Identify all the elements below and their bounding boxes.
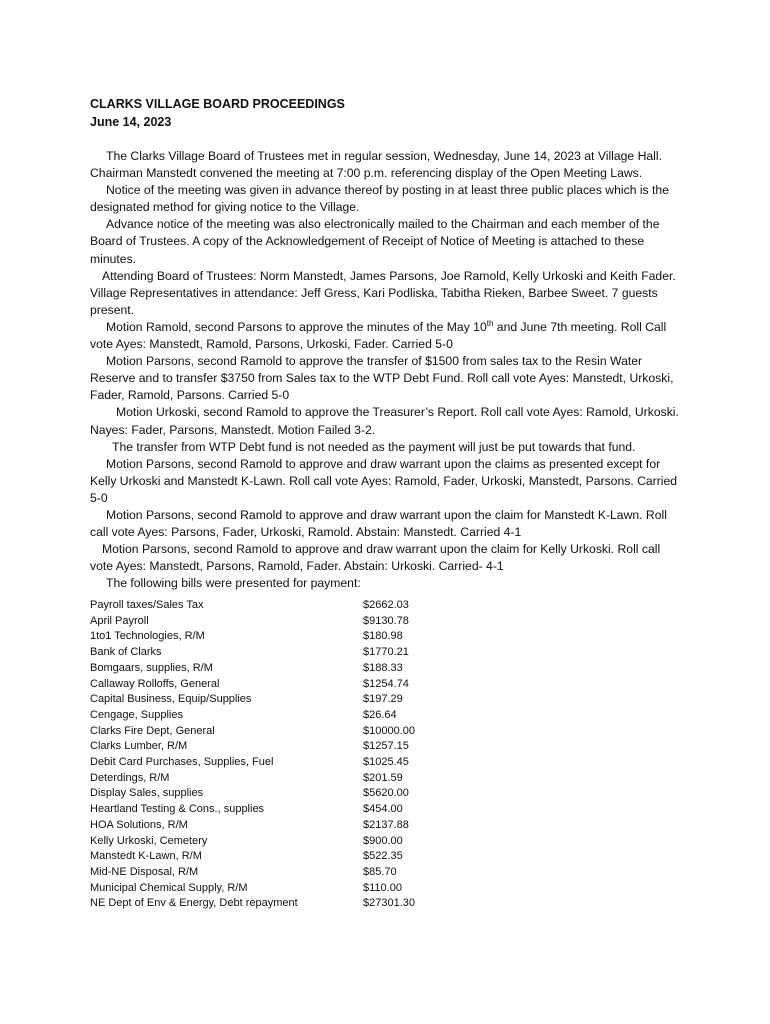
bill-payee: HOA Solutions, R/M [90, 818, 188, 831]
bill-payee: Kelly Urkoski, Cemetery [90, 834, 208, 847]
bill-row [90, 786, 430, 802]
bill-payee: Municipal Chemical Supply, R/M [90, 881, 248, 894]
bill-amount: $1025.45 [363, 756, 409, 769]
bill-payee: NE Dept of Env & Energy, Debt repayment [90, 897, 298, 910]
bill-payee: Clarks Lumber, R/M [90, 740, 188, 753]
bill-amount: $1770.21 [363, 646, 409, 659]
bill-row [90, 708, 430, 724]
bill-amount: $2662.03 [363, 599, 409, 611]
paragraph-klawn-motion: Motion Parsons, second Ramold to approve and draw warrant upon the claim for Manstedt K-Lawn. Roll call vote Ayes: Parsons, Fader, Urkoski, Ramold. Abstain: Manstedt. Carried 4-1 [90, 507, 667, 540]
bill-amount: $26.64 [363, 708, 397, 721]
document-header [90, 95, 345, 131]
bill-row [90, 677, 430, 693]
bill-payee: Capital Business, Equip/Supplies [90, 693, 252, 706]
bill-amount: $27301.30 [363, 897, 415, 910]
bill-amount: $1254.74 [363, 677, 409, 690]
bill-payee: Clarks Fire Dept, General [90, 724, 215, 737]
paragraph-urkoski-motion: Motion Parsons, second Ramold to approve and draw warrant upon the claim for Kelly Urkoski. Roll call vote Ayes: Manstedt, Parsons, Ramold, Fader. Abstain: Urkoski. Carried- 4-1 [90, 542, 661, 574]
bill-row [90, 645, 430, 661]
bill-row [90, 849, 430, 865]
bill-payee: Display Sales, supplies [90, 787, 204, 800]
bill-amount: $9130.78 [363, 614, 409, 627]
paragraph-attendance: Attending Board of Trustees: Norm Manstedt, James Parsons, Joe Ramold, Kelly Urkoski and Keith Fader. Village Representatives in attendance: Jeff Gress, Kari Podliska, Tabitha Rieken, Barbee Sweet. 7 guests present. [90, 268, 676, 317]
bill-row [90, 802, 430, 818]
bill-payee: Deterdings, R/M [90, 771, 170, 784]
bill-row [90, 739, 430, 755]
paragraph-notice: Notice of the meeting was given in advance thereof by posting in at least three public places which is the designated method for giving notice to the Village. [90, 183, 669, 215]
bill-payee: Debit Card Purchases, Supplies, Fuel [90, 756, 274, 769]
bill-amount: $2137.88 [363, 818, 409, 831]
paragraph-claims-motion: Motion Parsons, second Ramold to approve and draw warrant upon the claims as presented except for Kelly Urkoski and Manstedt K-Lawn. Roll call vote Ayes: Ramold, Fader, Urkoski, Manstedt, Parsons. Carried 5-0 [90, 456, 678, 505]
bill-payee: Callaway Rolloffs, General [90, 677, 220, 690]
minutes-motion-superscript: th [486, 318, 494, 328]
bill-amount: $188.33 [363, 661, 403, 674]
paragraph-wtp-note: The transfer from WTP Debt fund is not needed as the payment will just be put towards that fund. [112, 439, 636, 454]
bill-payee: Manstedt K-Lawn, R/M [90, 850, 202, 863]
bill-payee: Heartland Testing & Cons., supplies [90, 803, 265, 816]
bill-amount: $900.00 [363, 834, 403, 847]
bill-amount: $180.98 [363, 630, 403, 643]
bill-row [90, 818, 430, 834]
bill-row [90, 614, 430, 630]
bill-amount: $522.35 [363, 850, 403, 863]
paragraph-treasurer-motion: Motion Urkoski, second Ramold to approve the Treasurer’s Report. Roll call vote Ayes: Ramold, Urkoski. Nayes: Fader, Parsons, Manstedt. Motion Failed 3-2. [90, 405, 679, 437]
bill-amount: $5620.00 [363, 787, 409, 800]
bill-payee: Bank of Clarks [90, 646, 162, 659]
bill-row [90, 881, 430, 897]
bill-amount: $201.59 [363, 771, 403, 784]
minutes-motion-text-rest: and June 7th meeting. Roll Call vote Ayes: Manstedt, Ramold, Parsons, Urkoski, Fader. Carried 5-0 [90, 319, 667, 352]
bill-amount: $110.00 [363, 881, 402, 894]
bill-row [90, 661, 430, 677]
bill-amount: $85.70 [363, 865, 397, 878]
paragraph-transfer-motion: Motion Parsons, second Ramold to approve the transfer of $1500 from sales tax to the Resin Water Reserve and to transfer $3750 from Sales tax to the WTP Debt Fund. Roll call vote Ayes: Manstedt, Urkoski, Fader, Ramold, Parsons. Carried 5-0 [90, 354, 674, 403]
bill-payee: Bomgaars, supplies, R/M [90, 661, 213, 674]
minutes-motion-text: Motion Ramold, second Parsons to approve the minutes of the May 10 [106, 319, 487, 334]
bill-amount: $454.00 [363, 803, 403, 816]
paragraph-bills-intro: The following bills were presented for payment: [106, 576, 361, 591]
document-date: June 14, 2023 [90, 115, 172, 129]
bill-row [90, 834, 430, 850]
bills-list [90, 598, 430, 912]
document-title: CLARKS VILLAGE BOARD PROCEEDINGS [90, 97, 345, 111]
bill-row [90, 865, 430, 881]
paragraph-advance-notice: Advance notice of the meeting was also electronically mailed to the Chairman and each member of the Board of Trustees. A copy of the Acknowledgement of Receipt of Notice of Meeting is attached to these minutes. [90, 217, 660, 266]
bill-payee: Mid-NE Disposal, R/M [90, 865, 199, 878]
bill-payee: 1to1 Technologies, R/M [90, 630, 205, 643]
bill-row [90, 896, 430, 912]
bill-row [90, 724, 430, 740]
bill-row [90, 598, 430, 614]
bill-row [90, 755, 430, 771]
bill-amount: $197.29 [363, 693, 403, 706]
bill-amount: $1257.15 [363, 740, 409, 753]
bill-amount: $10000.00 [363, 724, 415, 737]
bill-row [90, 629, 430, 645]
bill-row [90, 692, 430, 708]
bill-payee: Payroll taxes/Sales Tax [90, 599, 204, 611]
minutes-body [90, 148, 684, 592]
paragraph-minutes-motion [90, 319, 684, 353]
paragraph-session: The Clarks Village Board of Trustees met in regular session, Wednesday, June 14, 2023 at Village Hall. Chairman Manstedt convened the meeting at 7:00 p.m. referencing display of the Open Meeting Laws. [90, 149, 662, 181]
bill-row [90, 771, 430, 787]
bill-payee: April Payroll [90, 614, 149, 627]
bill-payee: Cengage, Supplies [90, 708, 183, 721]
